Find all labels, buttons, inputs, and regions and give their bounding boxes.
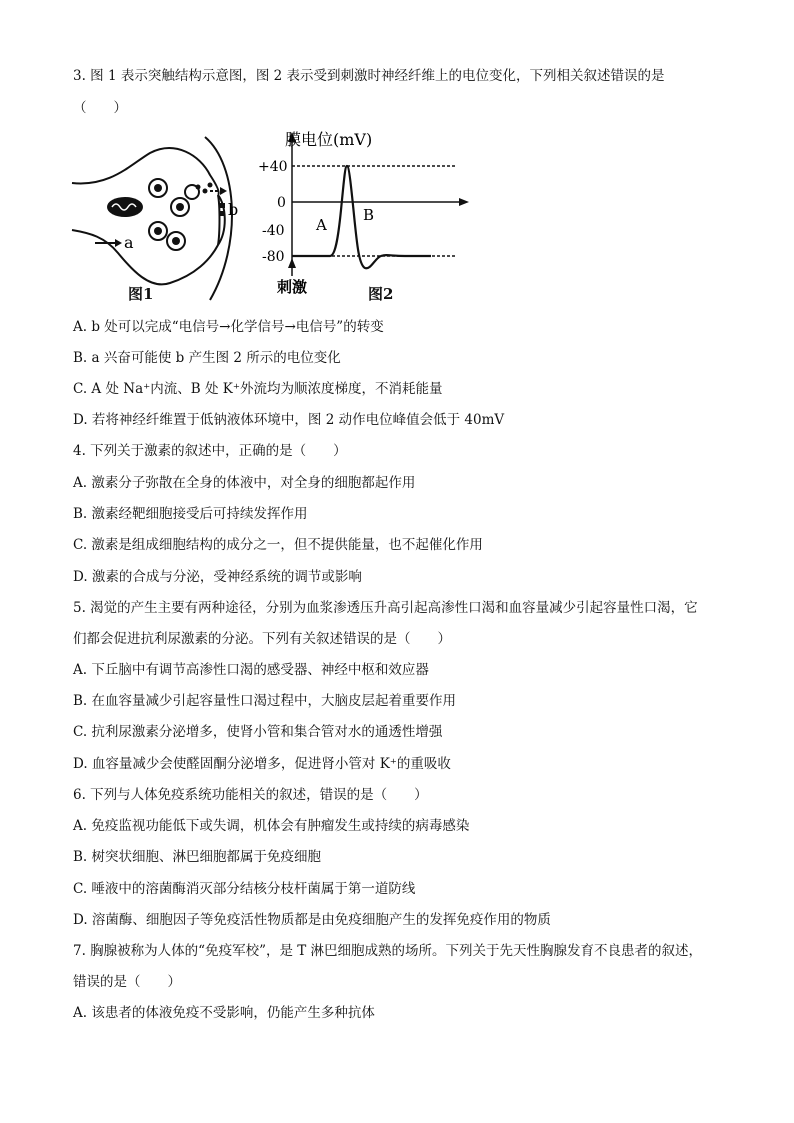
q4-option-b: B. 激素经靶细胞接受后可持续发挥作用	[73, 506, 308, 522]
q5-stem-line2: 们都会促进抗利尿激素的分泌。下列有关叙述错误的是（ ）	[73, 631, 451, 647]
q7-stem-line1: 7. 胸腺被称为人体的“免疫军校”，是 T 淋巴细胞成熟的场所。下列关于先天性胸腺发育不良患者的叙述，	[73, 943, 703, 959]
q6-option-a: A. 免疫监视功能低下或失调，机体会有肿瘤发生或持续的病毒感染	[73, 818, 470, 834]
synapse-diagram	[70, 135, 260, 305]
stimulus-arrow	[288, 258, 296, 268]
q3-option-b: B. a 兴奋可能使 b 产生图 2 所示的电位变化	[73, 350, 341, 366]
label-a: a	[124, 233, 134, 252]
q3-stem-line1: 3. 图 1 表示突触结构示意图，图 2 表示受到刺激时神经纤维上的电位变化，下列相关叙述错误的是	[73, 68, 665, 84]
q7-option-a: A. 该患者的体液免疫不受影响，仍能产生多种抗体	[73, 1005, 375, 1021]
q5-option-d: D. 血容量减少会使醛固酮分泌增多，促进肾小管对 K⁺的重吸收	[73, 756, 451, 772]
label-A: A	[316, 216, 327, 234]
q7-stem-line2: 错误的是（ ）	[73, 974, 181, 990]
figure-2-potential-graph	[255, 130, 475, 300]
y-axis-label: 膜电位(mV)	[285, 130, 373, 149]
q5-option-b: B. 在血容量减少引起容量性口渴过程中，大脑皮层起着重要作用	[73, 693, 457, 709]
figure-1-caption: 图1	[128, 285, 154, 303]
q6-option-d: D. 溶菌酶、细胞因子等免疫活性物质都是由免疫细胞产生的发挥免疫作用的物质	[73, 912, 551, 928]
presynaptic-membrane	[72, 148, 225, 284]
tick-0: 0	[277, 195, 286, 211]
tick-minus40: -40	[262, 223, 285, 239]
q4-option-a: A. 激素分子弥散在全身的体液中，对全身的细胞都起作用	[73, 475, 416, 491]
q6-stem: 6. 下列与人体免疫系统功能相关的叙述，错误的是（ ）	[73, 787, 428, 803]
tick-plus40: +40	[258, 159, 288, 175]
q3-stem-line2: （ ）	[73, 100, 127, 116]
q3-option-a: A. b 处可以完成“电信号→化学信号→电信号”的转变	[73, 319, 384, 335]
receptor	[220, 203, 225, 208]
q4-stem: 4. 下列关于激素的叙述中，正确的是（ ）	[73, 443, 347, 459]
stimulus-label: 刺激	[277, 278, 308, 296]
potential-graph-svg	[255, 130, 475, 300]
tick-minus80: -80	[262, 249, 285, 265]
q4-option-c: C. 激素是组成细胞结构的成分之一，但不提供能量，也不起催化作用	[73, 537, 483, 553]
q6-option-b: B. 树突状细胞、淋巴细胞都属于免疫细胞	[73, 849, 322, 865]
q5-stem-line1: 5. 渴觉的产生主要有两种途径，分别为血浆渗透压升高引起高渗性口渴和血容量减少引起容量性口渴，它	[73, 600, 698, 616]
q3-option-c: C. A 处 Na⁺内流、B 处 K⁺外流均为顺浓度梯度，不消耗能量	[73, 381, 443, 397]
figure-1-synapse	[70, 135, 260, 305]
label-b: b	[228, 200, 239, 219]
receptor	[220, 211, 225, 216]
label-B: B	[363, 206, 375, 224]
q6-option-c: C. 唾液中的溶菌酶消灭部分结核分枝杆菌属于第一道防线	[73, 881, 416, 897]
q5-option-a: A. 下丘脑中有调节高渗性口渴的感受器、神经中枢和效应器	[73, 662, 429, 678]
q5-option-c: C. 抗利尿激素分泌增多，使肾小管和集合管对水的通透性增强	[73, 724, 443, 740]
q3-option-d: D. 若将神经纤维置于低钠液体环境中，图 2 动作电位峰值会低于 40mV	[73, 412, 505, 428]
action-potential-curve	[292, 166, 431, 268]
q4-option-d: D. 激素的合成与分泌，受神经系统的调节或影响	[73, 569, 362, 585]
figure-2-caption: 图2	[368, 285, 394, 303]
